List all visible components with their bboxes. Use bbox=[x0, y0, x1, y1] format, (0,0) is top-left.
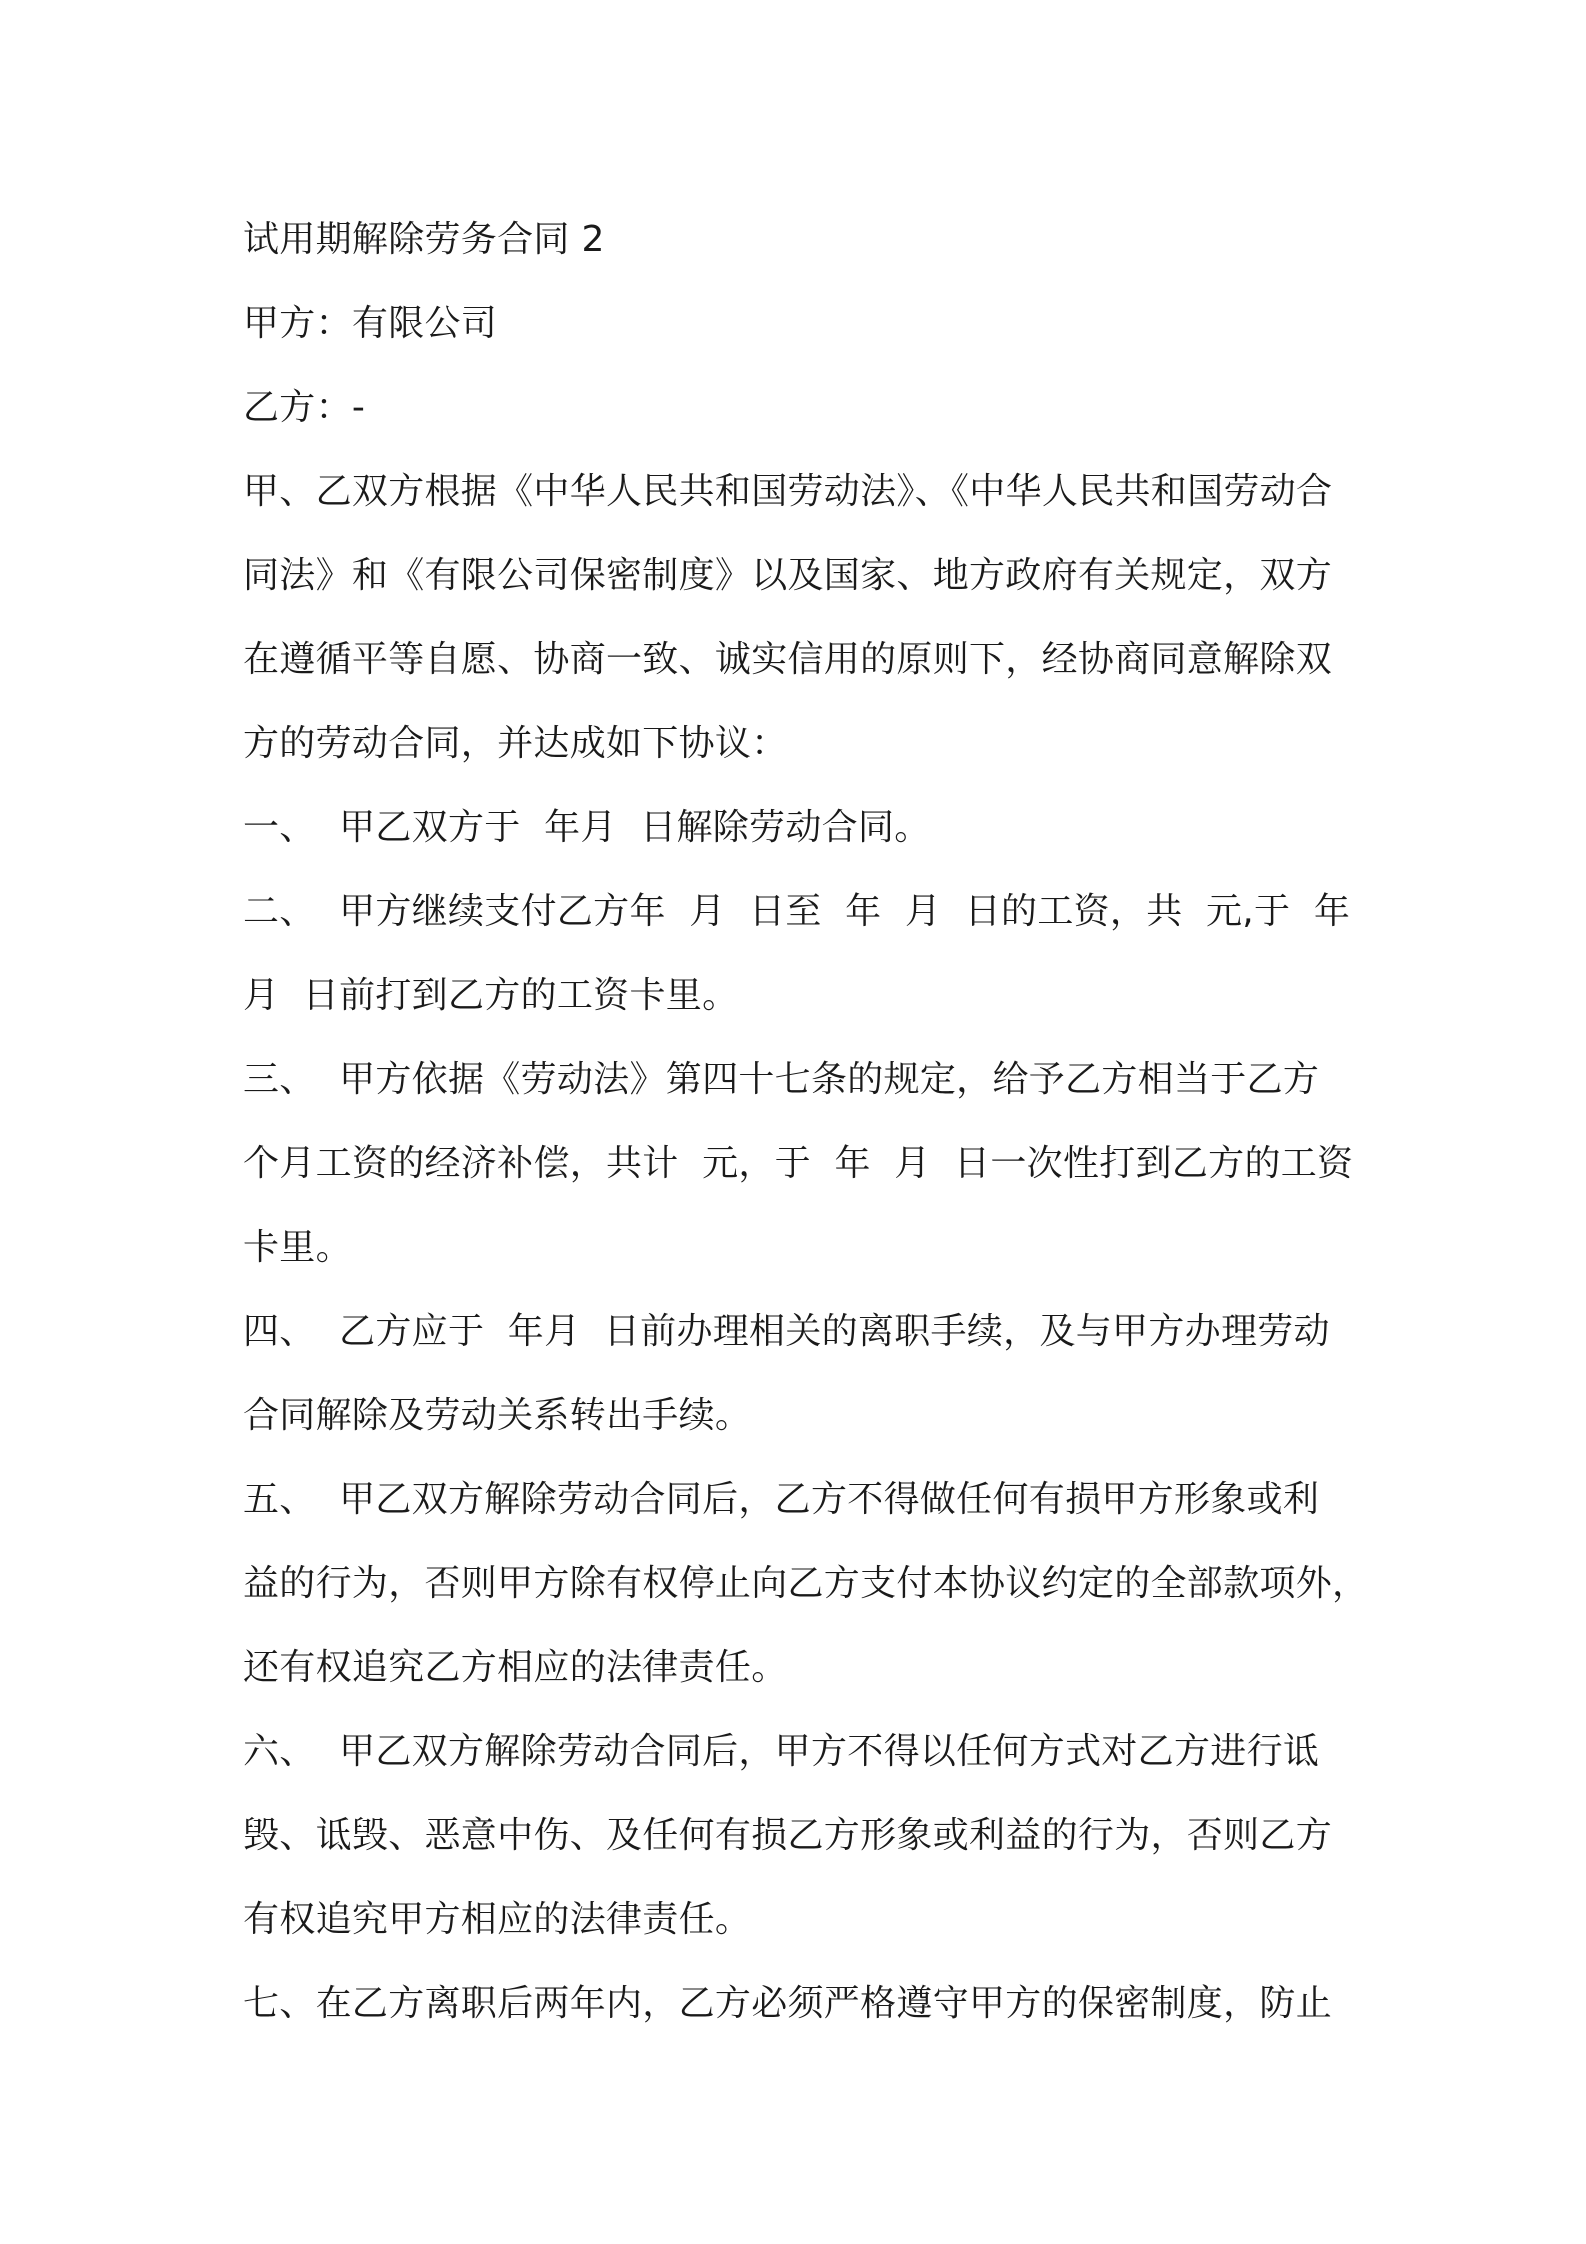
clause-6-line: 毁、诋毁、恶意中伤、及任何有损乙方形象或利益的行为，否则乙方 bbox=[243, 1815, 1333, 1856]
clause-6-line: 有权追究甲方相应的法律责任。 bbox=[243, 1899, 752, 1940]
document-body bbox=[243, 198, 1369, 2046]
clause-5-line: 还有权追究乙方相应的法律责任。 bbox=[243, 1647, 788, 1688]
clause-4-line: 四、 乙方应于 年月 日前办理相关的离职手续，及与甲方办理劳动 bbox=[243, 1311, 1330, 1352]
party-b-line: 乙方：- bbox=[243, 387, 366, 428]
clause-2-line: 二、 甲方继续支付乙方年 月 日至 年 月 日的工资，共 元,于 年 bbox=[243, 891, 1351, 932]
clause-1-line: 一、 甲乙双方于 年月 日解除劳动合同。 bbox=[243, 807, 931, 848]
clause-6-line: 六、 甲乙双方解除劳动合同后，甲方不得以任何方式对乙方进行诋 bbox=[243, 1731, 1320, 1772]
clause-3-line: 三、 甲方依据《劳动法》第四十七条的规定，给予乙方相当于乙方 bbox=[243, 1059, 1320, 1100]
preamble-line: 方的劳动合同，并达成如下协议： bbox=[243, 723, 788, 764]
preamble-line: 同法》和《有限公司保密制度》以及国家、地方政府有关规定，双方 bbox=[243, 555, 1333, 596]
clause-7-line: 七、在乙方离职后两年内，乙方必须严格遵守甲方的保密制度，防止 bbox=[243, 1983, 1333, 2024]
clause-5-line: 益的行为，否则甲方除有权停止向乙方支付本协议约定的全部款项外， bbox=[243, 1563, 1369, 1604]
clause-5-line: 五、 甲乙双方解除劳动合同后，乙方不得做任何有损甲方形象或利 bbox=[243, 1479, 1320, 1520]
clause-4-line: 合同解除及劳动关系转出手续。 bbox=[243, 1395, 752, 1436]
document-title: 试用期解除劳务合同 2 bbox=[243, 219, 605, 260]
preamble-line: 在遵循平等自愿、协商一致、诚实信用的原则下，经协商同意解除双 bbox=[243, 639, 1333, 680]
party-a-line: 甲方：有限公司 bbox=[243, 303, 498, 344]
preamble-line: 甲、乙双方根据《中华人民共和国劳动法》、《中华人民共和国劳动合 bbox=[243, 471, 1333, 512]
clause-3-line: 卡里。 bbox=[243, 1227, 352, 1268]
clause-3-line: 个月工资的经济补偿，共计 元，于 年 月 日一次性打到乙方的工资 bbox=[243, 1143, 1354, 1184]
clause-2-line: 月 日前打到乙方的工资卡里。 bbox=[243, 975, 739, 1016]
